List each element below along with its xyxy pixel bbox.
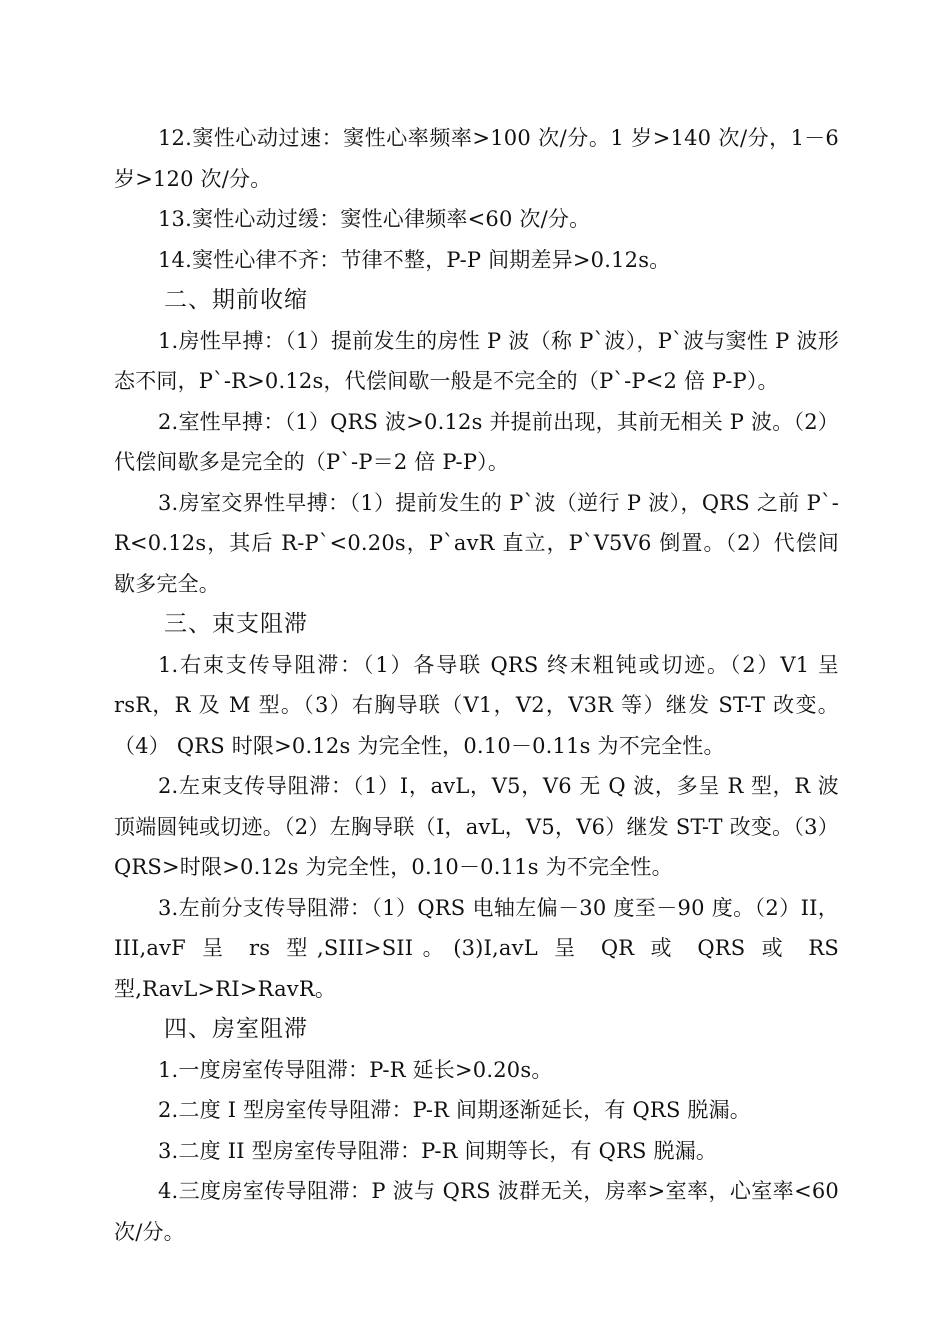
paragraph-atrial-premature-beat: 1.房性早搏：（1）提前发生的房性 P 波（称 P`波），P`波与窦性 P 波形态不同，P`-R>0.12s，代偿间歇一般是不完全的（P`-P<2 倍 P-P）。 <box>114 328 839 393</box>
paragraph-sinus-arrhythmia: 14.窦性心律不齐：节律不整，P-P 间期差异>0.12s。 <box>158 247 671 272</box>
section-heading-bundle-branch-block: 三、束支阻滞 <box>164 611 308 637</box>
paragraph-left-anterior-fascicular-block: 3.左前分支传导阻滞：（1）QRS 电轴左偏－30 度至－90 度。（2）II，III,avF 呈 rs 型,SIII>SII。(3)I,avL 呈 QR 或 QRS 或 RS 型,RavL>RI>RavR。 <box>114 895 839 1001</box>
paragraph-sinus-bradycardia: 13.窦性心动过缓：窦性心律频率<60 次/分。 <box>158 207 591 231</box>
document-body <box>114 118 839 1252</box>
paragraph-left-bundle-branch-block: 2.左束支传导阻滞：（1）I，avL，V5，V6 无 Q 波，多呈 R 型，R 波顶端圆钝或切迹。（2）左胸导联（I，avL，V5，V6）继发 ST-T 改变。（3）QRS>时限>0.12s 为完全性，0.10－0.11s 为不完全性。 <box>114 774 839 879</box>
section-heading-premature-contraction: 二、期前收缩 <box>164 287 308 313</box>
section-heading-av-block: 四、房室阻滞 <box>164 1016 308 1042</box>
paragraph-first-degree-av-block: 1.一度房室传导阻滞：P-R 延长>0.20s。 <box>158 1057 553 1082</box>
paragraph-second-degree-type-ii-av-block: 3.二度 II 型房室传导阻滞：P-R 间期等长，有 QRS 脱漏。 <box>158 1138 718 1163</box>
paragraph-junctional-premature-beat: 3.房室交界性早搏：（1）提前发生的 P`波（逆行 P 波），QRS 之前 P`-R<0.12s，其后 R-P`<0.20s，P`avR 直立，P`V5V6 倒置。（2）代偿间歇多完全。 <box>114 490 839 596</box>
paragraph-third-degree-av-block: 4.三度房室传导阻滞：P 波与 QRS 波群无关，房率>室率，心室率<60 次/分。 <box>114 1179 839 1244</box>
paragraph-sinus-tachycardia: 12.窦性心动过速：窦性心率频率>100 次/分。1 岁>140 次/分，1－6 岁>120 次/分。 <box>114 126 839 191</box>
paragraph-right-bundle-branch-block: 1.右束支传导阻滞：（1）各导联 QRS 终末粗钝或切迹。（2）V1 呈 rsR，R 及 M 型。（3）右胸导联（V1，V2，V3R 等）继发 ST-T 改变。（4） QRS 时限>0.12s 为完全性，0.10－0.11s 为不完全性。 <box>114 652 839 758</box>
paragraph-second-degree-type-i-av-block: 2.二度 I 型房室传导阻滞：P-R 间期逐渐延长，有 QRS 脱漏。 <box>158 1098 752 1122</box>
paragraph-ventricular-premature-beat: 2.室性早搏：（1）QRS 波>0.12s 并提前出现，其前无相关 P 波。（2）代偿间歇多是完全的（P`-P＝2 倍 P-P）。 <box>114 409 839 474</box>
